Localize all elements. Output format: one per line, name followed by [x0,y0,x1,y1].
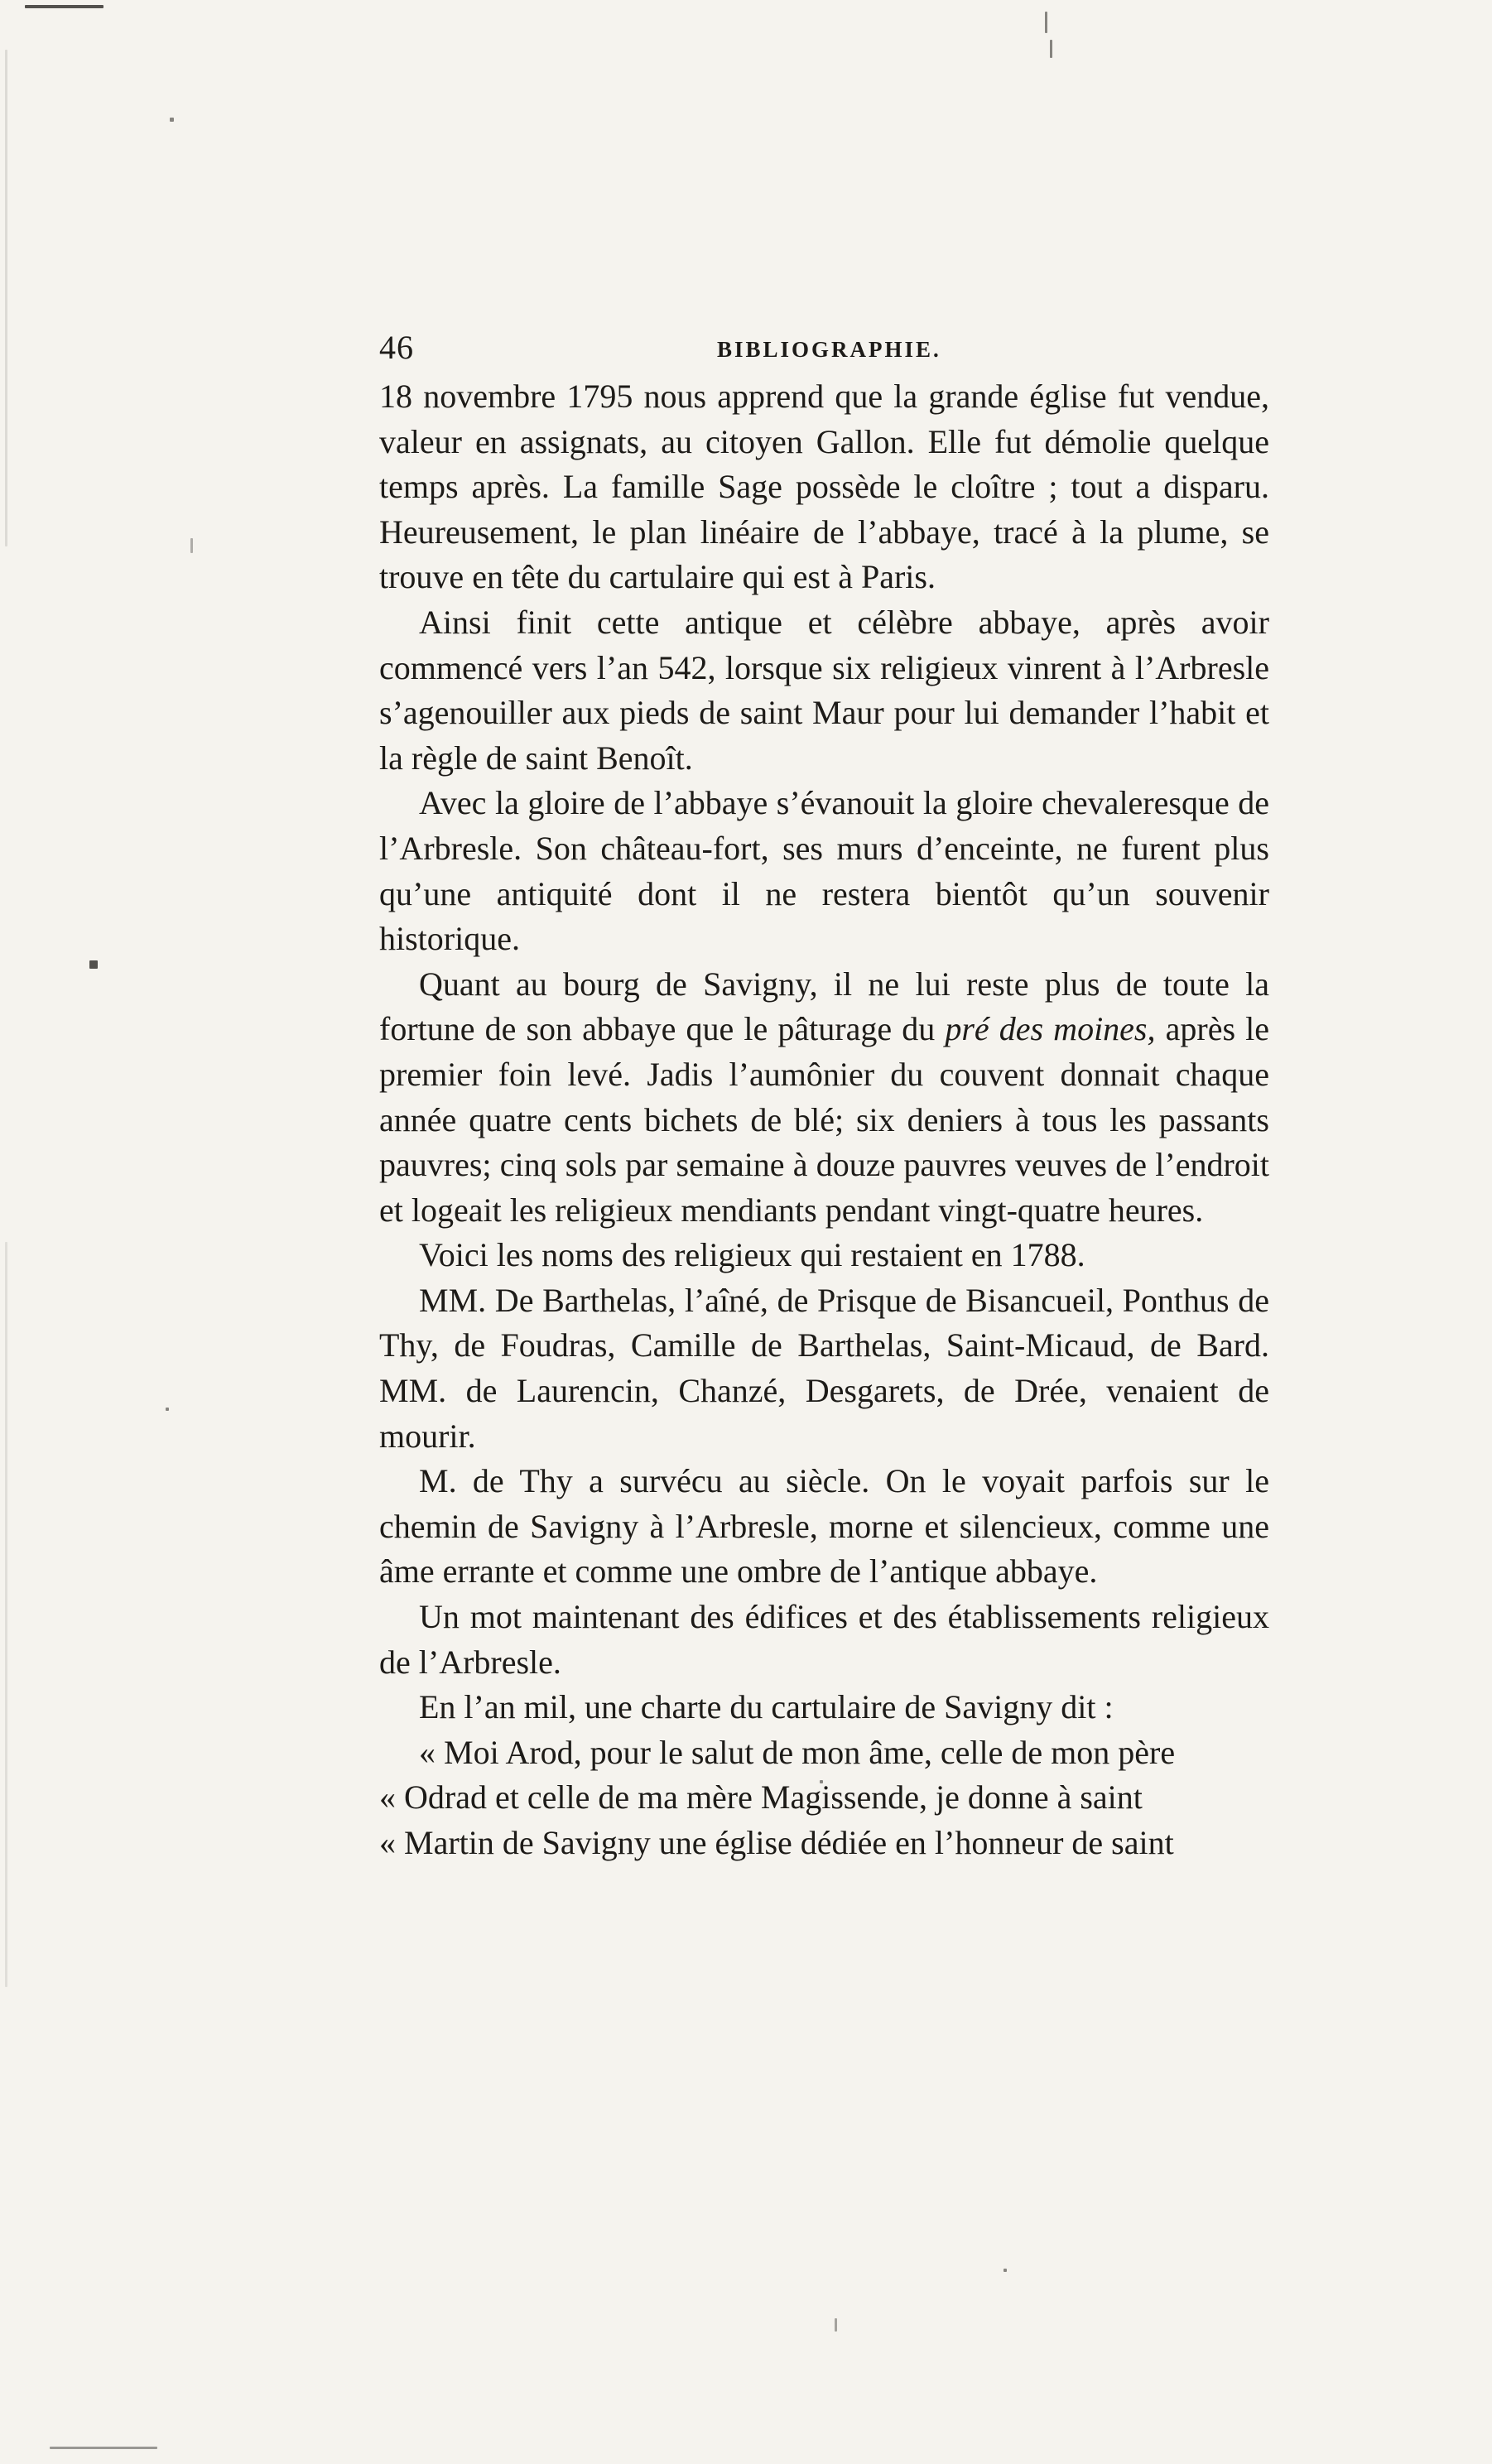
page-number: 46 [379,329,414,366]
paragraph: M. de Thy a survécu au siècle. On le voyait parfois sur le chemin de Savigny à l’Arbresle, morne et silencieux, comme une âme errante et comme une ombre de l’antique abbaye. [379,1462,1269,1591]
paragraph: Un mot maintenant des édifices et des établissements religieux de l’Arbresle. [379,1598,1269,1681]
scan-mark-top-left [25,5,103,8]
running-head: BIBLIOGRAPHIE. [717,337,941,362]
paragraph: Ainsi finit cette antique et célèbre abbaye, après avoir commencé vers l’an 542, lorsque six religieux vinrent à l’Arbresle s’agenouiller aux pieds de saint Maur pour lui demander l’habit et la règle de saint Benoît. [379,603,1269,777]
scan-speck [1050,40,1052,58]
italic-phrase: pré des moines, [945,1010,1156,1048]
scan-speck [50,2447,157,2449]
paragraph: Avec la gloire de l’abbaye s’évanouit la gloire chevaleresque de l’Arbresle. Son château-fort, ses murs d’enceinte, ne furent plus qu’une antiquité dont il ne restera bientôt qu’un souvenir historique. [379,784,1269,958]
quote-line: « Martin de Savigny une église dédiée en l’honneur de saint [379,1824,1174,1861]
quote-line: « Odrad et celle de ma mère Magissende, je donne à saint [379,1778,1143,1817]
scan-speck [1045,12,1047,33]
scan-speck [190,538,193,553]
paragraph-text: Quant au bourg de Savigny, il ne lui reste plus de toute la fortune de son abbaye que le pâturage du [379,965,1269,1048]
scan-speck [89,960,98,969]
scan-speck [166,1408,169,1411]
scan-speck [5,1242,7,1987]
paragraph: En l’an mil, une charte du cartulaire de Savigny dit : [419,1688,1114,1726]
paragraph: MM. De Barthelas, l’aîné, de Prisque de Bisancueil, Ponthus de Thy, de Foudras, Camille de Barthelas, Saint-Micaud, de Bard. MM. de Laurencin, Chanzé, Desgarets, de Drée, venaient de mourir. [379,1281,1269,1455]
paragraph: 18 novembre 1795 nous apprend que la grande église fut vendue, valeur en assignats, au citoyen Gallon. Elle fut démolie quelque temps après. La famille Sage possède le cloître ; tout a disparu. Heureusement, le plan linéaire de l’abbaye, tracé à la plume, se trouve en tête du cartulaire qui est à Paris. [379,378,1269,596]
body-text [379,374,1269,1866]
scan-speck [5,50,7,546]
paragraph: Voici les noms des religieux qui restaient en 1788. [419,1236,1085,1274]
quote-line: « Moi Arod, pour le salut de mon âme, celle de mon père [419,1733,1176,1771]
page-header [379,325,1269,371]
paragraph [379,962,1269,1234]
scan-speck [170,118,174,122]
paragraph-text: après le premier foin levé. Jadis l’aumônier du couvent donnait chaque année quatre cents bichets de blé; six deniers à tous les passants pauvres; cinq sols par semaine à douze pauvres veuves de l’endroit et logeait les religieux mendiants pendant vingt-quatre heures. [379,1010,1269,1229]
scan-speck [1003,2269,1007,2272]
scan-speck [835,2318,837,2332]
